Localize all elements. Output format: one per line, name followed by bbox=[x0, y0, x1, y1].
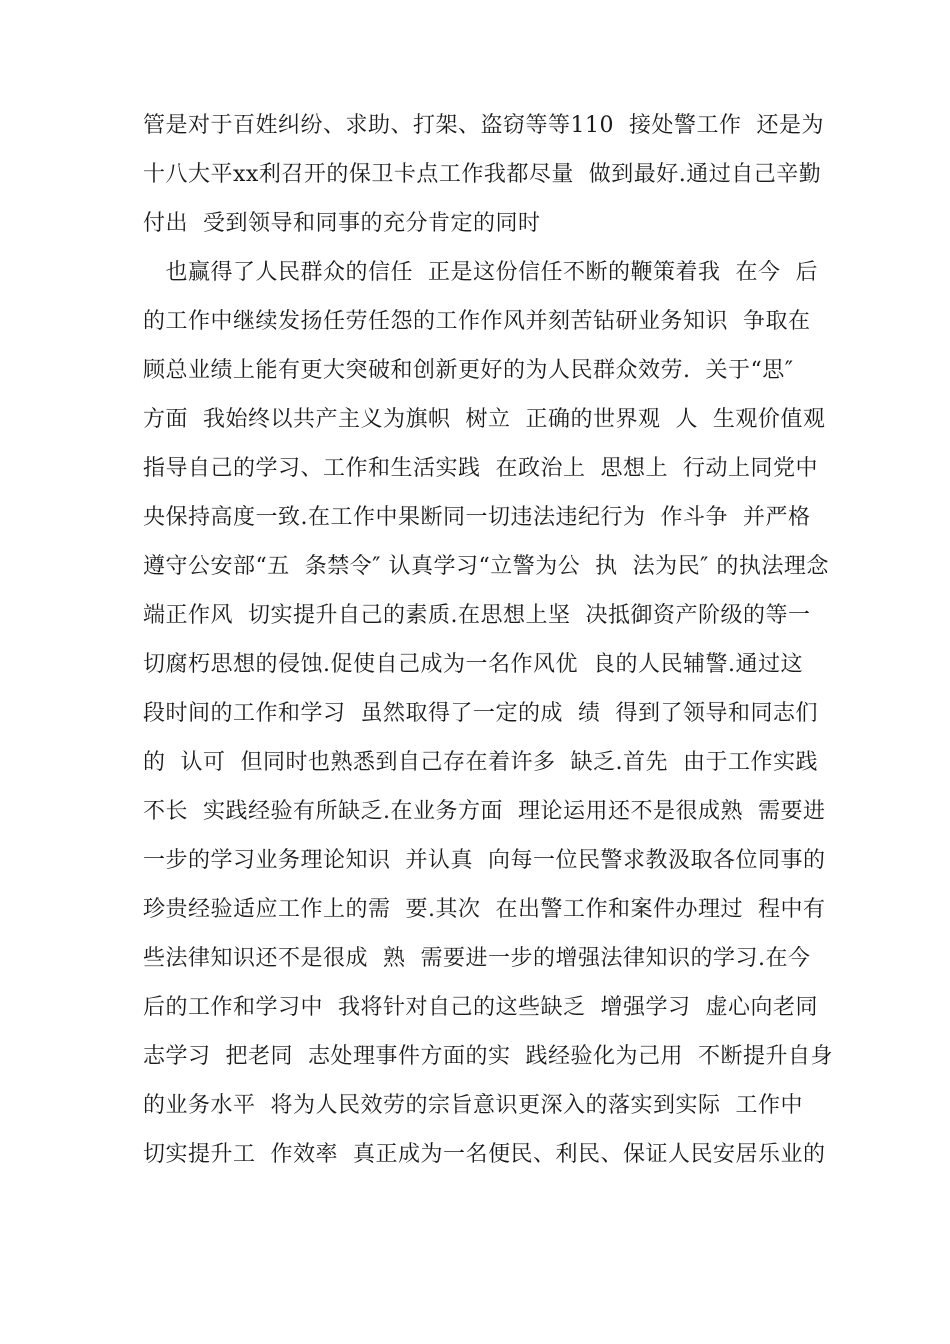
text-line: 管是对于百姓纠纷、求助、打架、盗窃等等110 接处警工作 还是为 bbox=[143, 113, 824, 138]
text-line: 不长 实践经验有所缺乏.在业务方面 理论运用还不是很成熟 需要进 bbox=[143, 799, 826, 824]
text-line: 后的工作和学习中 我将针对自己的这些缺乏 增强学习 虚心向老同 bbox=[143, 995, 818, 1020]
text-line: 珍贵经验适应工作上的需 要.其次 在出警工作和案件办理过 程中有 bbox=[143, 897, 826, 922]
text-line: 遵守公安部“五 条禁令″ 认真学习“立警为公 执 法为民″ 的执法理念 bbox=[143, 554, 829, 579]
text-line: 的业务水平 将为人民效劳的宗旨意识更深入的落实到实际 工作中 bbox=[143, 1093, 803, 1118]
text-line: 的 认可 但同时也熟悉到自己存在着许多 缺乏.首先 由于工作实践 bbox=[143, 750, 818, 775]
text-line: 切腐朽思想的侵蚀.促使自己成为一名作风优 良的人民辅警.通过这 bbox=[143, 652, 803, 677]
text-line: 段时间的工作和学习 虽然取得了一定的成 绩 得到了领导和同志们 bbox=[143, 701, 818, 726]
text-line: 付出 受到领导和同事的充分肯定的同时 bbox=[143, 211, 541, 236]
text-line: 一步的学习业务理论知识 并认真 向每一位民警求教汲取各位同事的 bbox=[143, 848, 826, 873]
text-line: 些法律知识还不是很成 熟 需要进一步的增强法律知识的学习.在今 bbox=[143, 946, 811, 971]
text-line: 志学习 把老同 志处理事件方面的实 践经验化为己用 不断提升自身 bbox=[143, 1044, 833, 1069]
text-line: 方面 我始终以共产主义为旗帜 树立 正确的世界观 人 生观价值观 bbox=[143, 407, 826, 432]
text-line: 切实提升工 作效率 真正成为一名便民、利民、保证人民安居乐业的 bbox=[143, 1142, 826, 1167]
text-line: 端正作风 切实提升自己的素质.在思想上坚 决抵御资产阶级的等一 bbox=[143, 603, 811, 628]
body-text bbox=[143, 101, 833, 1179]
text-line: 的工作中继续发扬任劳任怨的工作作风并刻苦钻研业务知识 争取在 bbox=[143, 309, 811, 334]
text-line: 也赢得了人民群众的信任 正是这份信任不断的鞭策着我 在今 后 bbox=[143, 260, 818, 285]
text-line: 顾总业绩上能有更大突破和创新更好的为人民群众效劳. 关于“思″ bbox=[143, 358, 794, 383]
text-line: 十八大平xx利召开的保卫卡点工作我都尽量 做到最好.通过自己辛勤 bbox=[143, 162, 822, 187]
text-line: 指导自己的学习、工作和生活实践 在政治上 思想上 行动上同党中 bbox=[143, 456, 818, 481]
text-line: 央保持高度一致.在工作中果断同一切违法违纪行为 作斗争 并严格 bbox=[143, 505, 811, 530]
